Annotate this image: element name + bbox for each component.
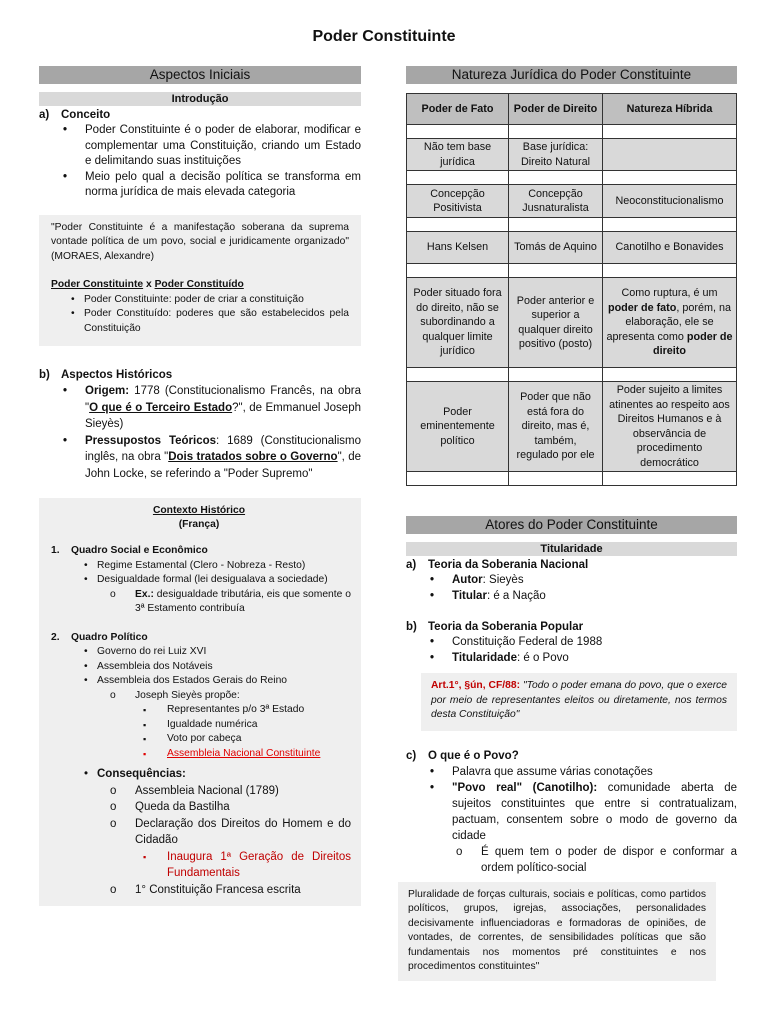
section-header-aspectos-iniciais: Aspectos Iniciais	[39, 66, 361, 84]
teoria-popular-heading	[406, 620, 737, 635]
declaracao-sub	[135, 849, 351, 882]
quadro-social-num: 1.	[51, 545, 60, 556]
titularidade-value: : é o Povo	[516, 651, 569, 664]
table-cell: Canotilho e Bonavides	[603, 232, 737, 264]
list-item	[110, 588, 351, 617]
povo-sub-list	[452, 844, 737, 876]
list-item	[63, 433, 361, 483]
left-column	[39, 66, 361, 906]
teoria-popular-letter: b)	[406, 621, 417, 633]
teoria-nacional-letter: a)	[406, 559, 417, 571]
historicos-label: Aspectos Históricos	[61, 369, 173, 381]
origem-label: Origem:	[85, 385, 130, 397]
pressupostos-text: : 1689 (Constitucionalismo inglês, na obra "	[85, 434, 361, 463]
povo-real-text: comunidade aberta de sujeitos constituintes que entre si contratualizam, pactuam, consentem sobre o modo de governo da cidade	[452, 781, 737, 842]
conceito-list	[39, 123, 361, 201]
estados-gerais-text: Assembleia dos Estados Gerais do Reino	[97, 675, 288, 686]
table-row	[407, 264, 737, 278]
table-cell: Poder sujeito a limites atinentes ao respeito aos Direitos Humanos e à observância de procedimento democrático	[603, 382, 737, 472]
table-header-row	[407, 94, 737, 125]
quadro-social-heading	[47, 544, 351, 559]
povo-heading	[406, 749, 737, 764]
contexto-historico-box	[39, 498, 361, 906]
list-item	[84, 674, 351, 761]
quadro-social-list	[47, 559, 351, 617]
subheader-introducao: Introdução	[39, 92, 361, 106]
list-item: • Consequências: o Assembleia Nacional (1789) o Queda da Bastilha o Declaração dos Direitos do Homem e do Cidadão ▪ Inaugura 1ª Geração de Direitos Fundamentais o 1° Constituição Francesa escrita	[84, 766, 351, 898]
pressupostos-post: ", de John Locke, se referindo a "Poder Supremo"	[85, 451, 362, 480]
list-item	[84, 573, 351, 617]
table-row	[407, 171, 737, 185]
table-cell: Tomás de Aquino	[509, 232, 603, 264]
list-item	[430, 651, 737, 667]
table-cell	[603, 278, 737, 368]
contexto-subtitle: (França)	[178, 519, 220, 530]
sieyes-proposals	[135, 703, 351, 761]
list-item: o É quem tem o poder de dispor e conformar a ordem político-social	[456, 844, 737, 876]
quadro-politico-title: Quadro Político	[71, 631, 148, 643]
quadro-politico-list	[47, 645, 351, 898]
autor-label: Autor	[452, 574, 483, 586]
povo-list	[406, 764, 737, 876]
table-cell: Hans Kelsen	[407, 232, 509, 264]
list-item: ▪ Representantes p/o 3ª Estado	[143, 703, 351, 718]
table-row	[407, 382, 737, 472]
hybrid-c: , porém, na elaboração, ele se apresenta como	[606, 301, 731, 343]
table-header: Poder de Direito	[509, 94, 603, 125]
historicos-list	[39, 383, 361, 482]
pressupostos-book: Dois tratados sobre o Governo	[168, 451, 338, 463]
table-row	[407, 472, 737, 486]
table-row	[407, 185, 737, 218]
desigualdade-text: Desigualdade formal (lei desigualava a sociedade)	[97, 574, 328, 585]
titular-label: Titular	[452, 589, 487, 602]
declaracao-text: Declaração dos Direitos do Homem e do Cidadão	[135, 817, 351, 846]
quadro-politico-num: 2.	[51, 631, 60, 643]
cf88-text: "Todo o poder emana do povo, que o exerce por meio de representantes eleitos ou diretamente, nos termos desta Constituição"	[431, 680, 727, 720]
historicos-letter: b)	[39, 369, 50, 381]
ex-text: desigualdade tributária, eis que somente o 3ª Estamento contribuía	[135, 588, 351, 614]
list-item: • Governo do rei Luiz XVI	[84, 645, 351, 660]
povo-label: O que é o Povo?	[428, 749, 519, 762]
list-item: o Assembleia Nacional (1789)	[110, 783, 351, 800]
consequencias-list	[97, 783, 351, 899]
list-item: o Queda da Bastilha	[110, 799, 351, 816]
versus-a: Poder Constituinte	[51, 279, 144, 290]
table-cell: Poder eminentemente político	[407, 382, 509, 472]
conceito-heading	[39, 108, 361, 123]
teoria-popular-list	[406, 635, 737, 666]
list-item: ▪ Voto por cabeça	[143, 732, 351, 747]
table-cell: Não tem base jurídica	[407, 139, 509, 171]
versus-b: Poder Constituído	[154, 279, 244, 290]
moraes-quote-box	[39, 215, 361, 347]
list-item	[110, 689, 351, 762]
consequencias-label: Consequências	[97, 768, 182, 780]
list-item: • Poder Constituinte: poder de criar a constituição	[71, 293, 349, 308]
list-item	[63, 383, 361, 433]
list-item	[430, 780, 737, 876]
hybrid-b: poder de fato	[607, 301, 677, 314]
table-cell	[603, 139, 737, 171]
list-item: o 1° Constituição Francesa escrita	[110, 882, 351, 899]
conceito-letter: a)	[39, 109, 50, 121]
cf88-quote-box	[421, 673, 737, 731]
table-row	[407, 139, 737, 171]
list-item: • Regime Estamental (Clero - Nobreza - Resto)	[84, 559, 351, 574]
quadro-social-title: Quadro Social e Econômico	[71, 545, 208, 556]
ex-label: Ex.:	[135, 588, 154, 600]
table-row	[407, 125, 737, 139]
list-item: ▪ Assembleia Nacional Constituinte	[143, 747, 351, 762]
versus-list	[51, 293, 349, 337]
pressupostos-label: Pressupostos Teóricos	[85, 434, 217, 447]
list-item: ▪ Inaugura 1ª Geração de Direitos Fundamentais	[143, 849, 351, 882]
origem-post: ?", de Emmanuel Joseph Sieyès)	[85, 401, 361, 430]
list-item	[430, 573, 737, 589]
table-header: Natureza Híbrida	[603, 94, 737, 125]
table-header: Poder de Fato	[407, 94, 509, 125]
sieyes-list	[97, 689, 351, 762]
list-item	[110, 816, 351, 882]
table-cell: Base jurídica: Direito Natural	[509, 139, 603, 171]
povo-real-label: "Povo real" (Canotilho):	[452, 781, 598, 794]
subheader-titularidade: Titularidade	[406, 542, 737, 556]
cf88-ref: Art.1°, §ún, CF/88:	[431, 680, 521, 691]
origem-text: 1778 (Constitucionalismo Francês, na obra "	[85, 385, 361, 414]
versus-x: x	[143, 279, 155, 290]
list-item: • Poder Constituinte é o poder de elaborar, modificar e complementar uma Constituição, criando um Estado e delimitando suas instituições	[63, 123, 361, 170]
teoria-nacional-label: Teoria da Soberania Nacional	[428, 559, 589, 571]
list-item	[430, 589, 737, 605]
table-row	[407, 232, 737, 264]
titular-value: : é a Nação	[486, 589, 546, 602]
list-item: • Meio pelo qual a decisão política se transforma em norma jurídica de mais elevada categoria	[63, 170, 361, 201]
versus-heading	[51, 278, 349, 293]
table-row	[407, 368, 737, 382]
sieyes-text: Joseph Sieyès propõe:	[135, 689, 240, 701]
section-header-atores: Atores do Poder Constituinte	[406, 516, 737, 534]
natureza-table	[406, 93, 737, 486]
origem-book: O que é o Terceiro Estado	[89, 401, 233, 414]
teoria-popular-label: Teoria da Soberania Popular	[428, 621, 584, 633]
povo-letter: c)	[406, 749, 417, 762]
table-cell: Poder situado fora do direito, não se subordinando a qualquer limite jurídico	[407, 278, 509, 368]
table-cell: Neoconstitucionalismo	[603, 185, 737, 218]
table-row	[407, 278, 737, 368]
contexto-title: Contexto Histórico	[152, 505, 246, 516]
table-cell: Concepção Jusnaturalista	[509, 185, 603, 218]
teoria-nacional-list	[406, 573, 737, 604]
titularidade-label: Titularidade	[452, 651, 517, 664]
ex-list	[97, 588, 351, 617]
historicos-heading	[39, 368, 361, 383]
right-column	[406, 66, 737, 981]
table-row	[407, 218, 737, 232]
page-title: Poder Constituinte	[312, 28, 456, 45]
table-cell: Poder anterior e superior a qualquer direito positivo (posto)	[509, 278, 603, 368]
teoria-nacional-heading	[406, 558, 737, 573]
conceito-label: Conceito	[61, 109, 111, 121]
section-header-natureza: Natureza Jurídica do Poder Constituinte	[406, 66, 737, 84]
table-cell: Poder que não está fora do direito, mas é, também, regulado por ele	[509, 382, 603, 472]
hybrid-d: poder de direito	[653, 330, 733, 358]
list-item: ▪ Igualdade numérica	[143, 718, 351, 733]
list-item: • Constituição Federal de 1988	[430, 635, 737, 651]
list-item: • Palavra que assume várias conotações	[430, 764, 737, 780]
table-cell: Concepção Positivista	[407, 185, 509, 218]
autor-value: : Sieyès	[482, 574, 524, 586]
hybrid-a: Como ruptura, é um	[621, 287, 718, 300]
moraes-quote: "Poder Constituinte é a manifestação soberana da suprema vontade política de um povo, social e juridicamente organizado" (MORAES, Alexandre)	[51, 221, 349, 262]
pluralidade-box: Pluralidade de forças culturais, sociais e políticas, como partidos políticos, grupos, igrejas, associações, personalidades decisivamente influenciadoras e formadoras de opiniões, de vontades, de correntes, de sensibilidades políticas que são fundamentais nos momentos pré constituintes e nos procedimentos constituintes"	[398, 882, 716, 981]
list-item: • Assembleia dos Notáveis	[84, 660, 351, 675]
quadro-politico-heading	[47, 631, 351, 646]
list-item: • Poder Constituído: poderes que são estabelecidos pela Constituição	[71, 307, 349, 336]
